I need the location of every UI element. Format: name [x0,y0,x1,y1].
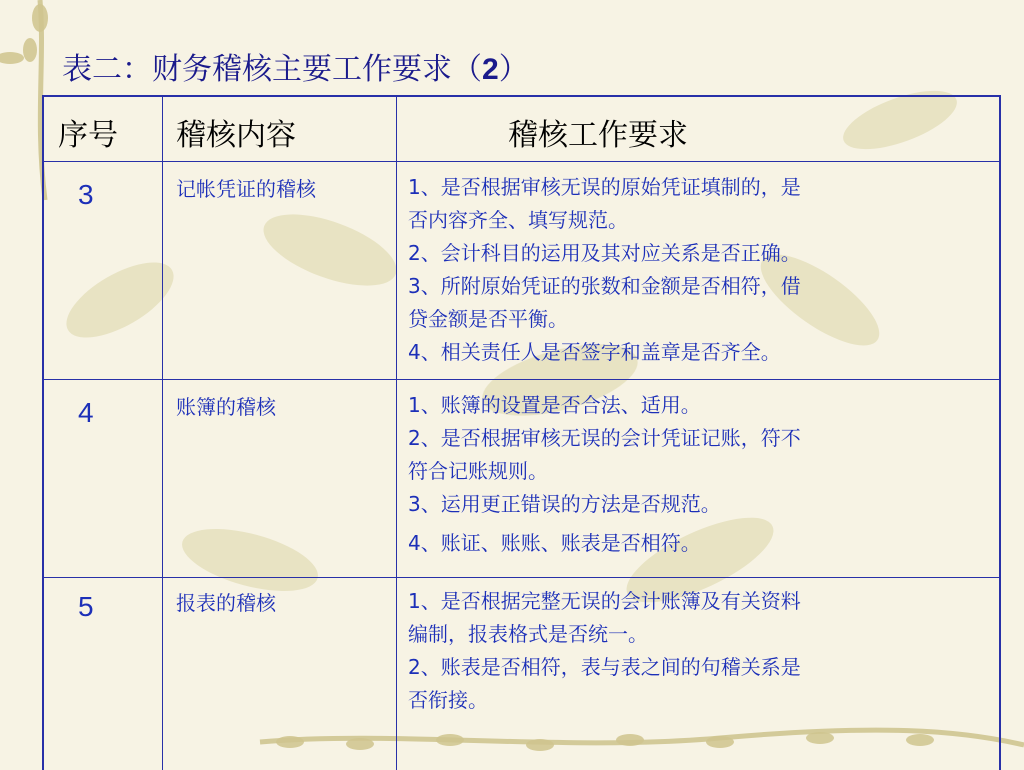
row-requirements [408,389,968,560]
requirement-line: 2、是否根据审核无误的会计凭证记账，符不 [408,426,801,450]
requirement-line: 编制，报表格式是否统一。 [408,622,648,646]
requirement-line: 4、相关责任人是否签字和盖章是否齐全。 [408,340,781,364]
header-seq: 序号 [58,118,118,153]
header-requirements: 稽核工作要求 [508,118,688,153]
requirement-line: 3、所附原始凭证的张数和金额是否相符，借 [408,274,801,298]
row-seq: 5 [78,591,94,622]
row-content: 账簿的稽核 [176,395,276,419]
column-divider [396,97,397,770]
header-content: 稽核内容 [176,118,296,153]
row-content: 记帐凭证的稽核 [176,177,316,201]
row-requirements [408,585,968,717]
title-text: 表二：财务稽核主要工作要求（ [62,52,482,87]
title-number: 2 [482,53,499,86]
requirement-line: 2、会计科目的运用及其对应关系是否正确。 [408,241,801,265]
requirement-line: 1、是否根据完整无误的会计账簿及有关资料 [408,589,801,613]
row-divider [44,577,999,578]
row-divider [44,379,999,380]
audit-requirements-table [42,95,1001,770]
requirement-line: 3、运用更正错误的方法是否规范。 [408,492,721,516]
requirement-line: 符合记账规则。 [408,459,548,483]
row-seq: 3 [78,179,94,210]
requirement-line: 4、账证、账账、账表是否相符。 [408,531,701,555]
requirement-line: 贷金额是否平衡。 [408,307,568,331]
page-title [62,44,529,88]
row-seq: 4 [78,397,94,428]
title-close: ） [498,52,529,87]
row-content: 报表的稽核 [176,591,276,615]
requirement-line: 否内容齐全、填写规范。 [408,208,628,232]
row-divider [44,161,999,162]
requirement-line: 否衔接。 [408,688,488,712]
requirement-line: 1、账簿的设置是否合法、适用。 [408,393,701,417]
requirement-line: 2、账表是否相符，表与表之间的句稽关系是 [408,655,801,679]
requirement-line: 1、是否根据审核无误的原始凭证填制的，是 [408,175,801,199]
column-divider [162,97,163,770]
row-requirements [408,171,968,369]
